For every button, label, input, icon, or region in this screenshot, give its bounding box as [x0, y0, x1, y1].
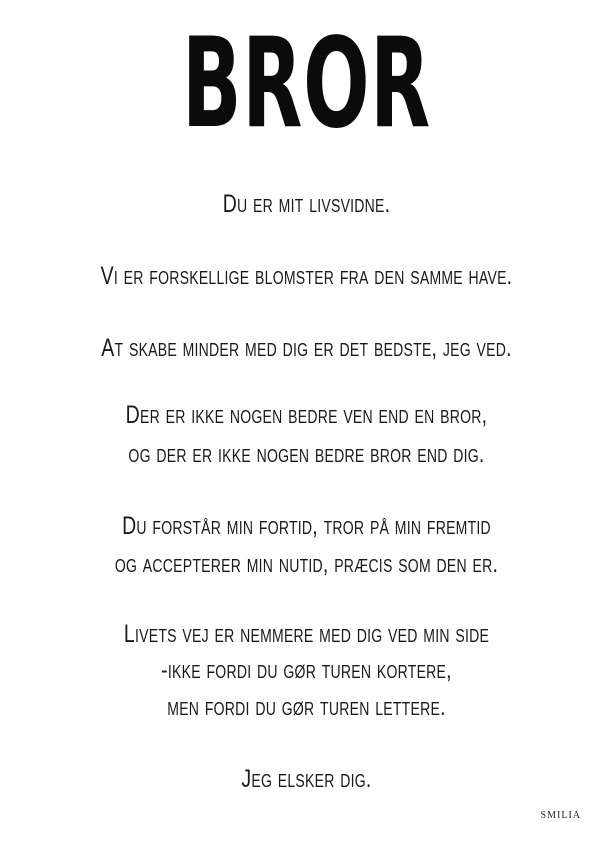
poem-line-stanza1-1: Du er mit livsvidne.	[222, 190, 391, 218]
poem-line-stanza7-1: Jeg elsker dig.	[241, 765, 372, 793]
poem-line-stanza5-2: og accepterer min nutid, præcis som den er.	[114, 550, 499, 578]
poem-line-stanza2-1: Vi er forskellige blomster fra den samme have.	[100, 262, 513, 290]
poem-line-stanza5-1: Du forstår min fortid, tror på min fremtid	[122, 512, 491, 540]
poem-line-stanza6-2: -ikke fordi du gør turen kortere,	[161, 656, 452, 684]
poster-title: BROR	[182, 12, 431, 156]
poem-line-stanza4-2: og der er ikke nogen bedre bror end dig.	[128, 440, 485, 468]
poem-line-stanza6-3: men fordi du gør turen lettere.	[167, 693, 446, 721]
brand-signature: SMILIA	[540, 810, 581, 821]
poem-line-stanza6-1: Livets vej er nemmere med dig ved min side	[123, 620, 490, 648]
poem-line-stanza3-1: At skabe minder med dig er det bedste, jeg ved.	[101, 334, 512, 362]
poem-line-stanza4-1: Der er ikke nogen bedre ven end en bror,	[125, 401, 488, 429]
